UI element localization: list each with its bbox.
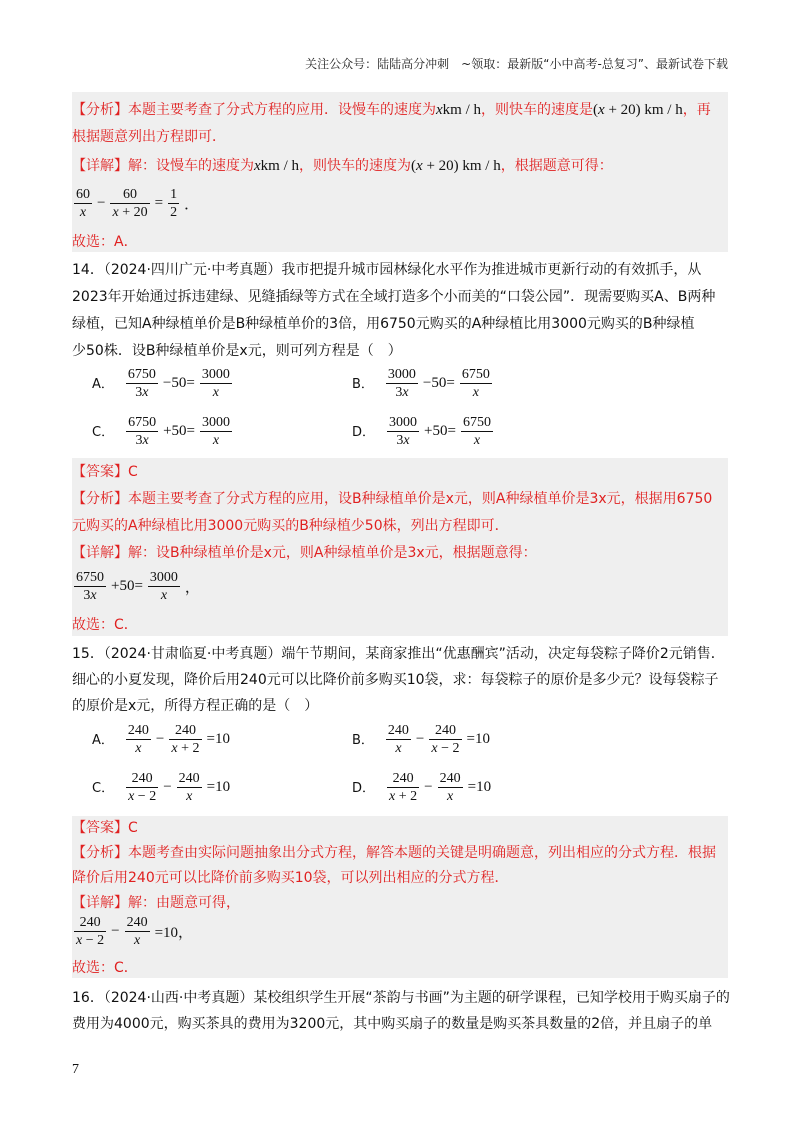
q14-analysis-line1: 【分析】本题主要考查了分式方程的应用，设B种绿植单价是x元，则A种绿植单价是3x元，根据用6750 bbox=[72, 491, 713, 507]
q16-stem-line2: 费用为4000元，购买茶具的费用为3200元，其中购买扇子的数量是购买茶具数量的2倍，并且扇子的单 bbox=[72, 1016, 713, 1032]
q14-detail: 【详解】解：设B种绿植单价是x元，则A种绿植单价是3x元，根据题意得： bbox=[72, 545, 537, 561]
q14-stem-line3: 绿植，已知A种绿植单价是B种绿植单价的3倍，用6750元购买的A种绿植比用3000元购买的B种绿植 bbox=[72, 316, 695, 332]
q14-analysis-line2: 元购买的A种绿植比用3000元购买的B种绿植少50株，列出方程即可． bbox=[72, 518, 509, 534]
q14-option-d: D． $\frac{3000}{3x}$ +50= $\frac{6750}{x}$ bbox=[352, 415, 491, 448]
q15-option-d: D． $\frac{240}{x + 2}$ − $\frac{240}{x}$ =10 bbox=[352, 771, 492, 804]
q15-detail: 【详解】解：由题意可得， bbox=[72, 895, 240, 911]
q13-analysis-line2: 根据题意列出方程即可． bbox=[72, 129, 226, 145]
q16-stem-line1: 16．（2024·山西·中考真题）某校组织学生开展“茶韵与书画”为主题的研学课程，已知学校用于购买扇子的 bbox=[72, 990, 730, 1006]
q13-analysis-line1: 【分析】本题主要考查了分式方程的应用．设慢车的速度为xkm / h，则快车的速度是(x + 20) km / h，再 bbox=[72, 102, 711, 118]
q15-stem-line3: 的原价是x元，所得方程正确的是（ ） bbox=[72, 698, 319, 714]
q14-option-a: A． $\frac{6750}{3x}$ −50= $\frac{3000}{x}$ bbox=[92, 367, 230, 400]
q15-option-c: C． $\frac{240}{x - 2}$ − $\frac{240}{x}$ =10 bbox=[92, 771, 231, 804]
q15-analysis-line2: 降价后用240元可以比降价前多购买10袋，可以列出相应的分式方程． bbox=[72, 870, 509, 886]
q14-option-c: C． $\frac{6750}{3x}$ +50= $\frac{3000}{x}$ bbox=[92, 415, 230, 448]
q15-answer: 故选：C． bbox=[72, 960, 138, 976]
q14-stem-line2: 2023年开始通过拆违建绿、见缝插绿等方式在全域打造多个小而美的“口袋公园”．现需要购买A、B两种 bbox=[72, 289, 716, 305]
q13-equation: $\frac{60}{x}$ − $\frac{60}{x + 20}$ = $\frac{1}{2}$ ． bbox=[76, 187, 200, 220]
q14-equation: $\frac{6750}{3x}$ +50= $\frac{3000}{x}$ ， bbox=[76, 570, 200, 603]
q15-option-b: B． $\frac{240}{x}$ − $\frac{240}{x - 2}$ =10 bbox=[352, 723, 490, 756]
page-number: 7 bbox=[72, 1062, 79, 1077]
q14-option-b: B． $\frac{3000}{3x}$ −50= $\frac{6750}{x}$ bbox=[352, 367, 490, 400]
q14-stem-line1: 14．（2024·四川广元·中考真题）我市把提升城市园林绿化水平作为推进城市更新行动的有效抓手，从 bbox=[72, 262, 702, 278]
q14-answer: 故选：C． bbox=[72, 617, 138, 633]
q15-stem-line2: 细心的小夏发现，降价后用240元可以比降价前多购买10袋，求：每袋粽子的原价是多少元？设每袋粽子 bbox=[72, 672, 719, 688]
page-header: 关注公众号：陆陆高分冲刺 ~领取：最新版“小中高考-总复习”、最新试卷下载 bbox=[305, 57, 728, 71]
q14-answer-tag: 【答案】C bbox=[72, 464, 138, 480]
q13-answer: 故选：A． bbox=[72, 234, 138, 250]
q15-analysis-line1: 【分析】本题考查由实际问题抽象出分式方程，解答本题的关键是明确题意，列出相应的分式方程．根据 bbox=[72, 845, 716, 861]
q15-answer-tag: 【答案】C bbox=[72, 820, 138, 836]
q15-stem-line1: 15．（2024·甘肃临夏·中考真题）端午节期间，某商家推出“优惠酬宾”活动，决定每袋粽子降价2元销售． bbox=[72, 646, 725, 662]
q15-option-a: A． $\frac{240}{x}$ − $\frac{240}{x + 2}$ =10 bbox=[92, 723, 230, 756]
q15-equation: $\frac{240}{x - 2}$ − $\frac{240}{x}$ =10， bbox=[76, 915, 194, 948]
q14-stem-line4: 少50株．设B种绿植单价是x元，则可列方程是（ ） bbox=[72, 343, 402, 359]
q13-detail: 【详解】解：设慢车的速度为xkm / h，则快车的速度为(x + 20) km / h，根据题意可得： bbox=[72, 158, 613, 174]
